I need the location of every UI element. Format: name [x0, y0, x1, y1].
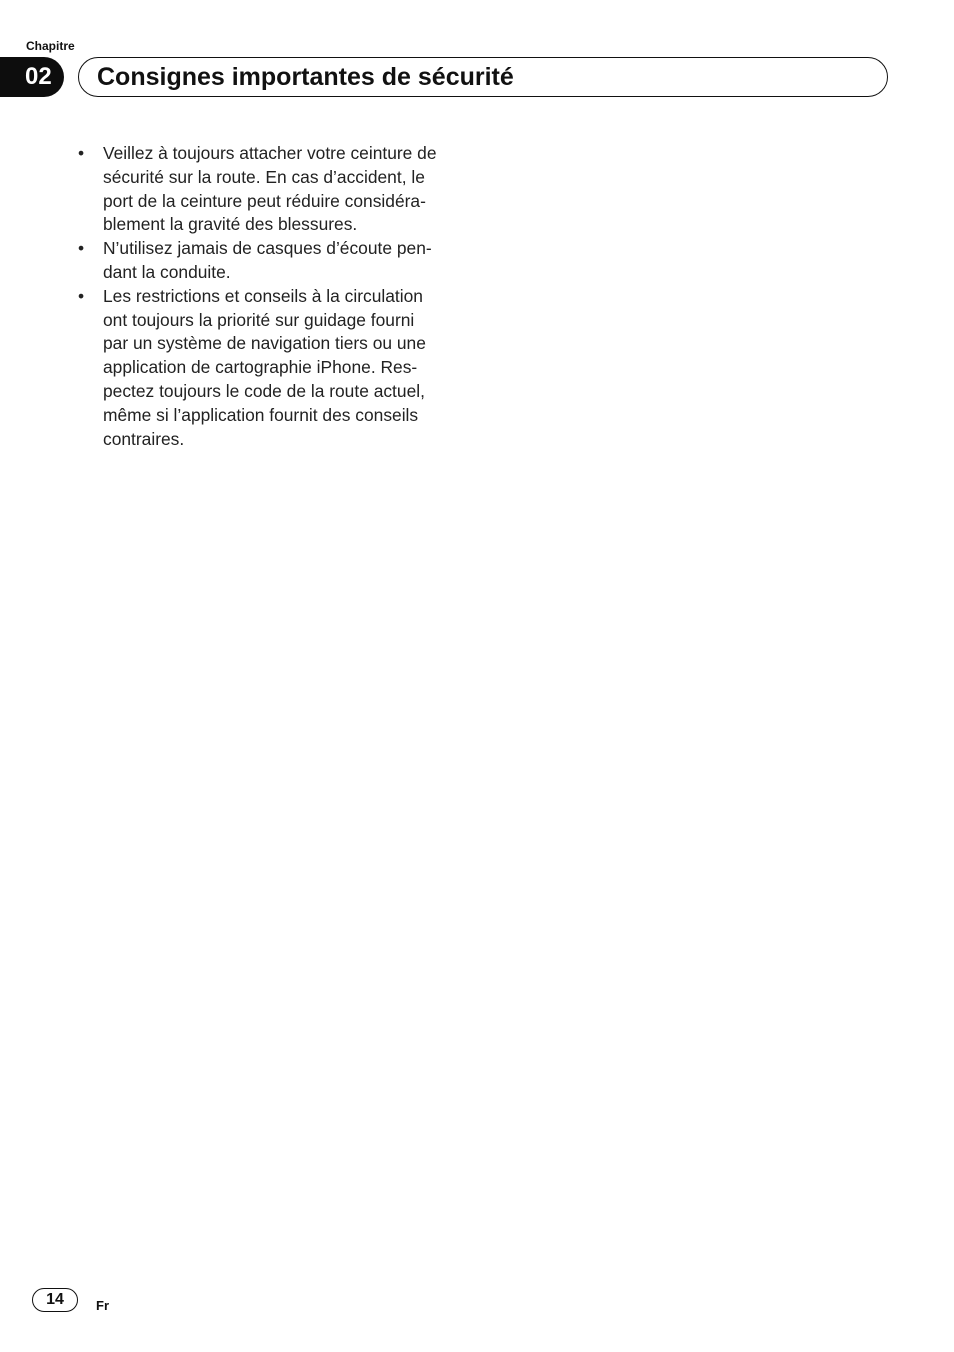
text-line: par un système de navigation tiers ou une — [103, 333, 426, 354]
page-title: Consignes importantes de sécurité — [97, 63, 514, 91]
text-line: port de la ceinture peut réduire considéra- — [103, 190, 426, 211]
bullet-icon: • — [78, 285, 85, 306]
list-item — [78, 285, 470, 452]
language-label: Fr — [96, 1298, 109, 1313]
text-line: application de cartographie iPhone. Res- — [103, 357, 418, 378]
chapter-number-badge: 02 — [0, 57, 64, 97]
text-line: même si l’application fournit des conseils — [103, 404, 419, 425]
list-item — [78, 142, 470, 237]
bullet-icon: • — [78, 238, 85, 259]
page-number: 14 — [32, 1288, 78, 1312]
text-line: pectez toujours le code de la route actuel, — [103, 380, 425, 401]
text-line: contraires. — [103, 428, 185, 449]
bullet-icon: • — [78, 143, 85, 163]
text-line: sécurité sur la route. En cas d’accident, le — [103, 166, 425, 187]
text-line: blement la gravité des blessures. — [103, 214, 358, 235]
text-line: Les restrictions et conseils à la circulation — [103, 285, 423, 306]
text-line: N’utilisez jamais de casques d’écoute pen- — [103, 238, 432, 259]
text-line: ont toujours la priorité sur guidage fourni — [103, 309, 415, 330]
text-line: Veillez à toujours attacher votre ceinture de — [103, 143, 437, 163]
chapter-label: Chapitre — [26, 39, 75, 53]
list-item — [78, 237, 470, 285]
safety-bullet-list — [78, 142, 470, 451]
text-line: dant la conduite. — [103, 261, 231, 282]
